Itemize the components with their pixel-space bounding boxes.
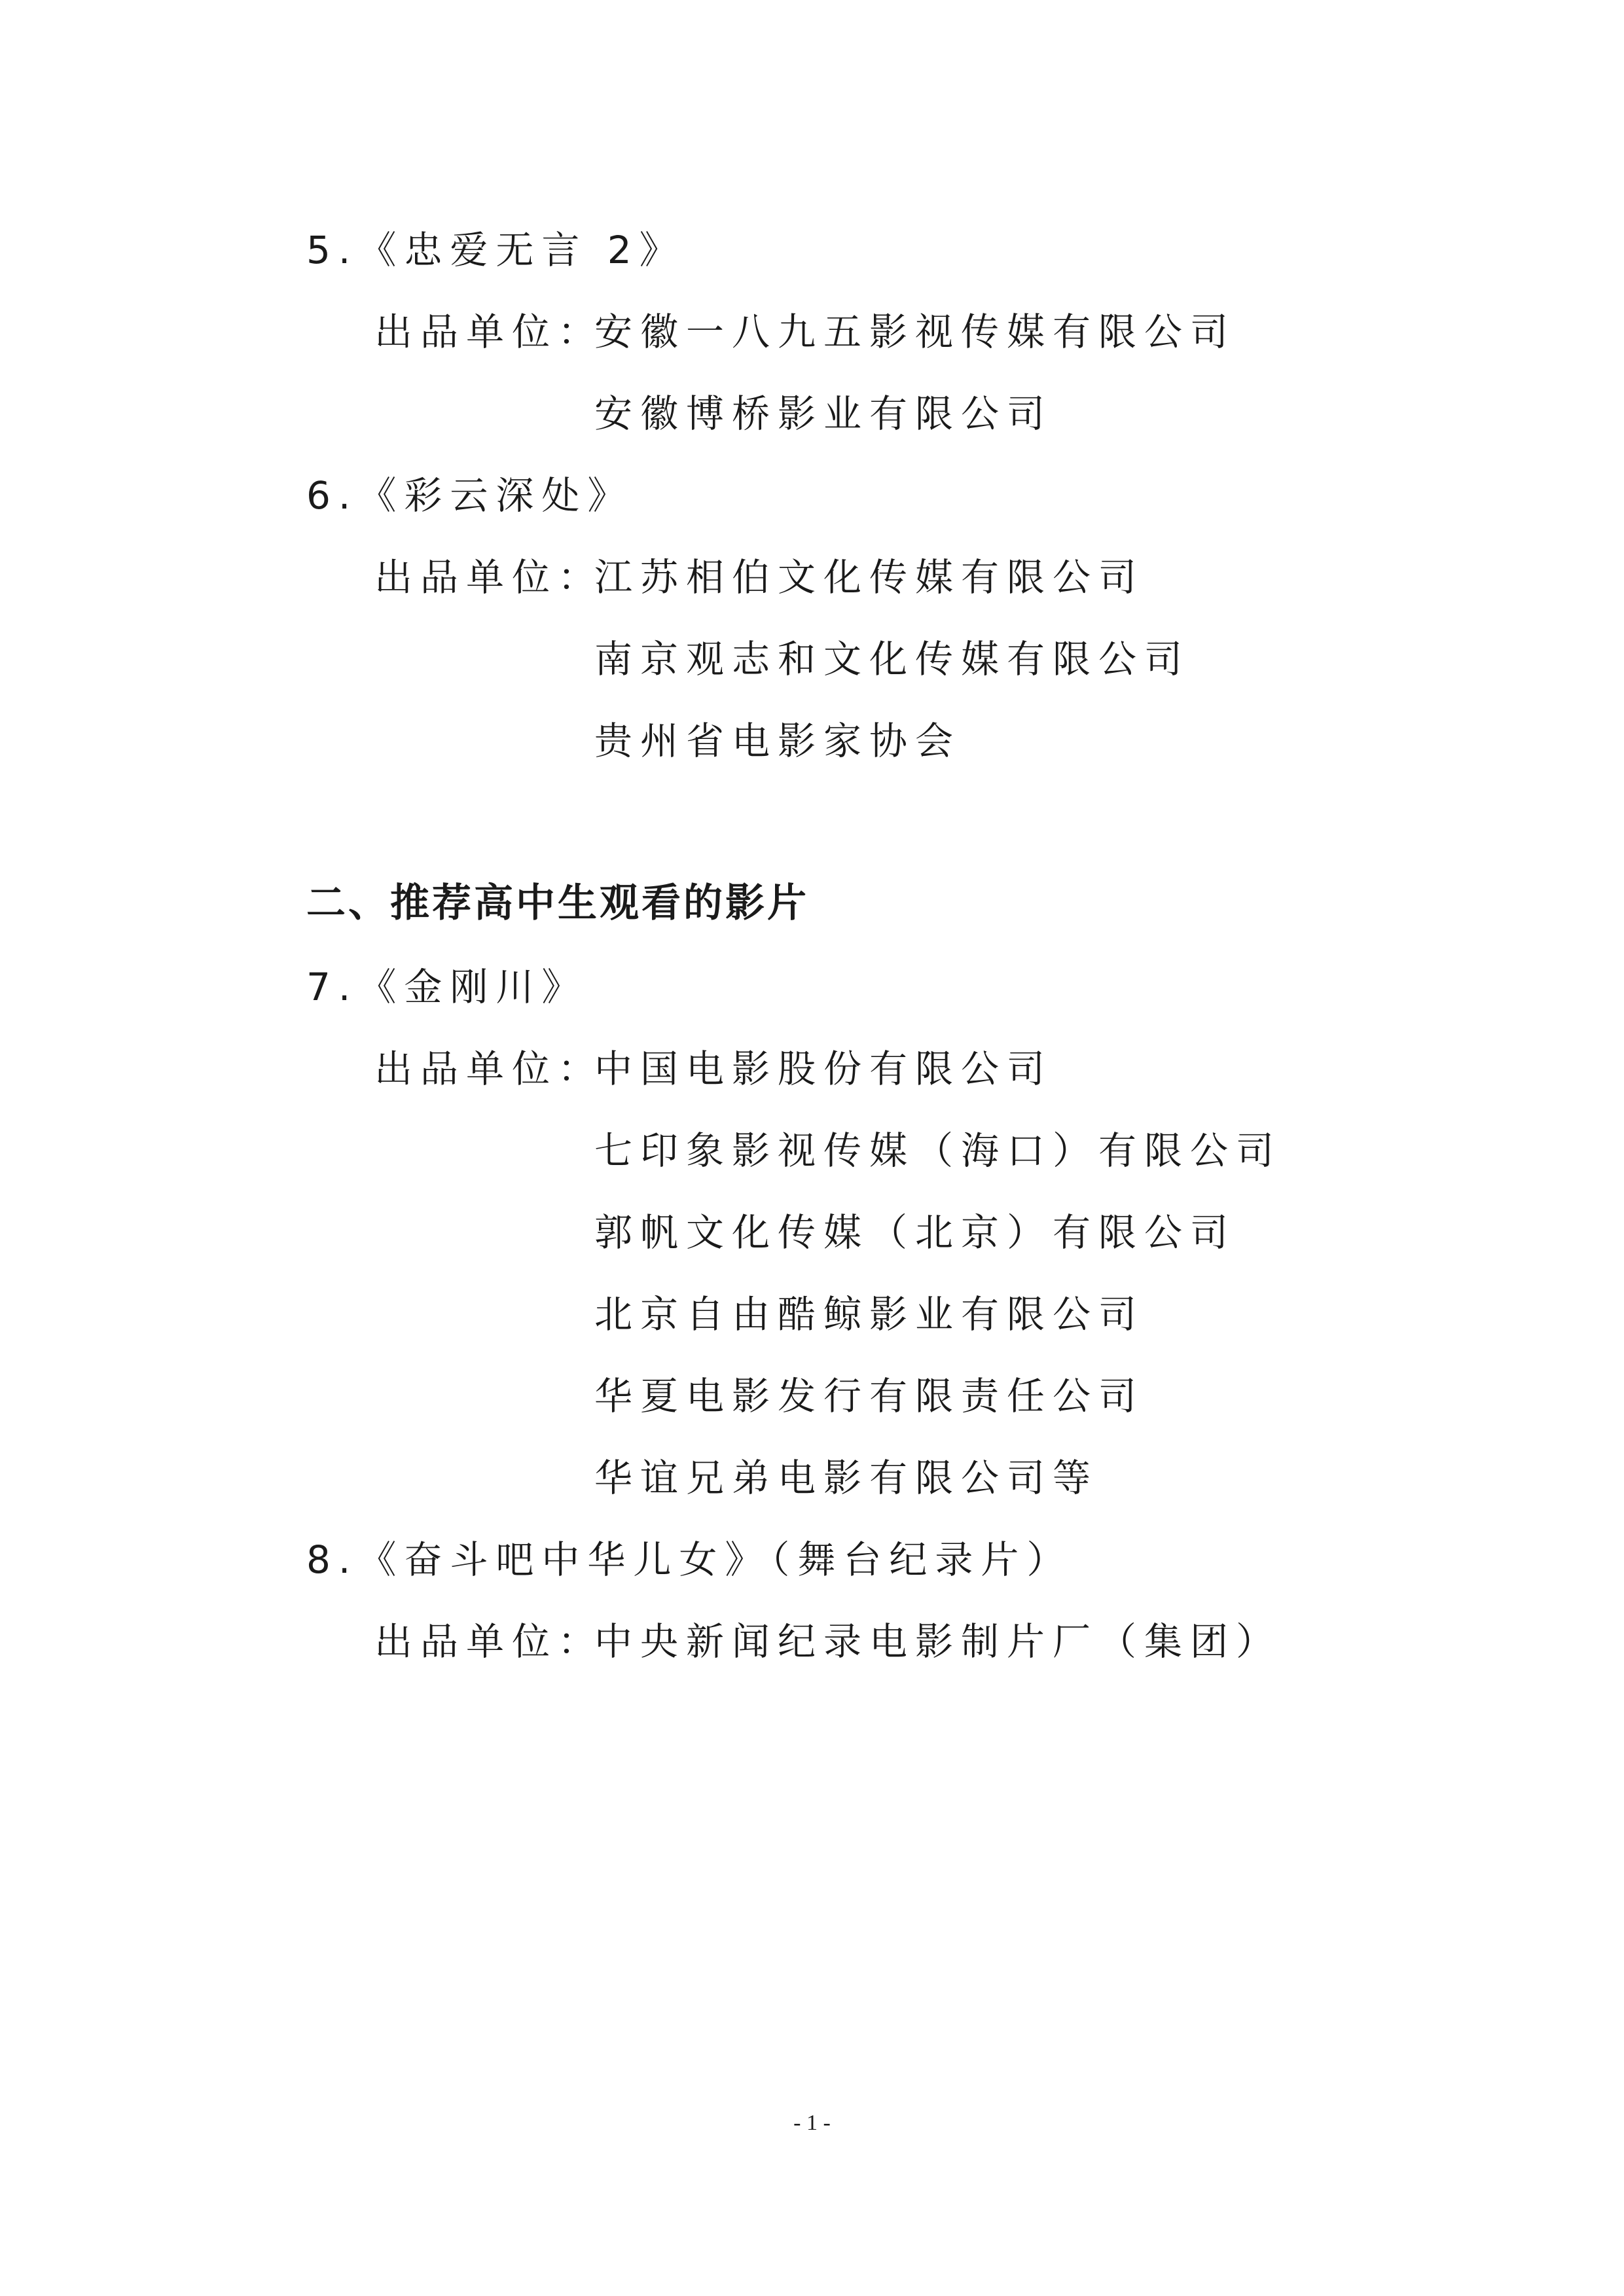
producer-name: 北京自由酷鲸影业有限公司 [594, 1292, 1145, 1336]
producer-label: 出品单位： [374, 1619, 604, 1664]
producer-label: 出品单位： [374, 310, 604, 354]
producer-name: 华谊兄弟电影有限公司等 [594, 1456, 1099, 1500]
producer-name: 贵州省电影家协会 [594, 719, 962, 763]
film-title-8: 8.《奋斗吧中华儿女》（舞台纪录片） [306, 1537, 1073, 1582]
film-title-5: 5.《忠爱无言 2》 [306, 228, 685, 272]
page-number: - 1 - [793, 2111, 831, 2135]
producer-name: 郭帆文化传媒（北京）有限公司 [594, 1210, 1236, 1255]
producer-label: 出品单位： [374, 555, 604, 600]
film-title-7: 7.《金刚川》 [306, 965, 588, 1009]
film-title-6: 6.《彩云深处》 [306, 473, 634, 518]
producer-name: 安徽博桥影业有限公司 [594, 391, 1053, 436]
producer-name: 七印象影视传媒（海口）有限公司 [594, 1128, 1282, 1173]
producer-name: 华夏电影发行有限责任公司 [594, 1374, 1145, 1418]
producer-label: 出品单位： [374, 1047, 604, 1091]
producer-name: 安徽一八九五影视传媒有限公司 [594, 310, 1236, 354]
producer-name: 中国电影股份有限公司 [594, 1047, 1053, 1091]
section-heading: 二、推荐高中生观看的影片 [306, 880, 809, 926]
producer-name: 江苏相伯文化传媒有限公司 [594, 555, 1145, 600]
producer-name: 南京观志和文化传媒有限公司 [594, 637, 1191, 681]
producer-name: 中央新闻纪录电影制片厂（集团） [594, 1619, 1282, 1664]
